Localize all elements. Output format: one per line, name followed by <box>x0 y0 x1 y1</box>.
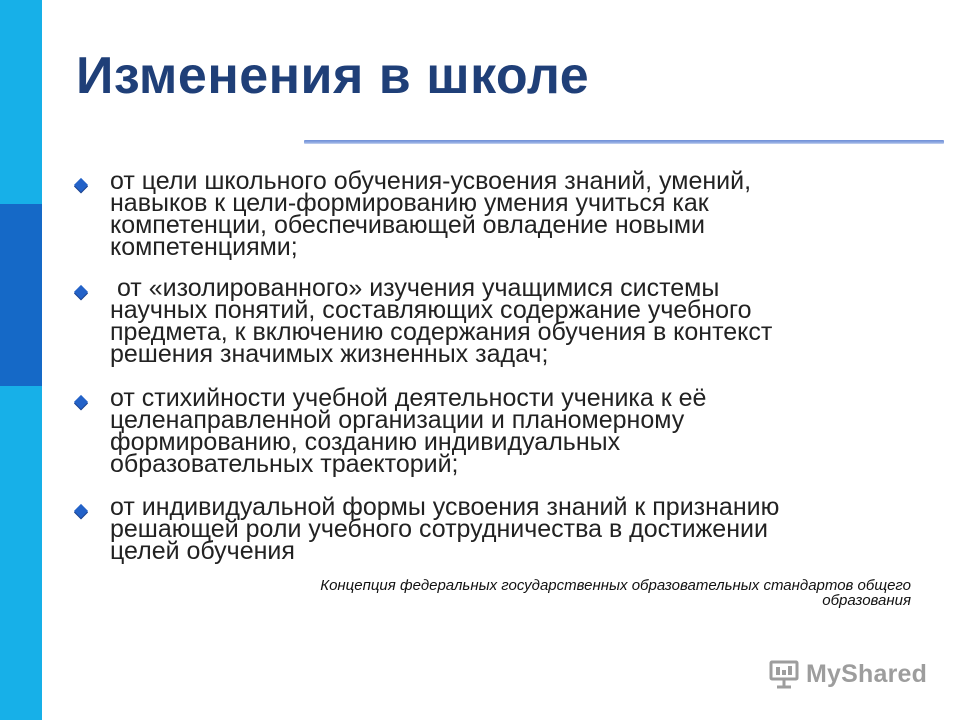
diamond-bullet-icon <box>74 395 88 409</box>
bullet-line: навыков к цели-формированию умения учиться как <box>110 189 709 217</box>
bullet-line: от цели школьного обучения-усвоения знаний, умений, <box>110 167 752 195</box>
bullet-text <box>110 274 773 368</box>
caption-line: Концепция федеральных государственных образовательных стандартов общего <box>320 577 911 594</box>
bullet-line: целей обучения <box>110 537 295 565</box>
bullet-line: от индивидуальной формы усвоения знаний к признанию <box>110 493 780 521</box>
diamond-bullet-icon <box>74 285 88 299</box>
bullet-line: от стихийности учебной деятельности ученика к её <box>110 384 707 412</box>
bullet-line: образовательных траекторий; <box>110 450 459 478</box>
bullet-line: формированию, созданию индивидуальных <box>110 428 621 456</box>
myshared-watermark <box>768 658 927 690</box>
diamond-bullet-icon <box>74 504 88 518</box>
caption-line: образования <box>822 592 911 609</box>
bullet-line: решающей роли учебного сотрудничества в достижении <box>110 515 768 543</box>
slide-title: Изменения в школе <box>76 47 590 105</box>
bullet-line: компетенциями; <box>110 233 298 261</box>
bullet-line: решения значимых жизненных задач; <box>110 340 549 368</box>
bullet-line: компетенции, обеспечивающей овладение новыми <box>110 211 705 239</box>
bullet-line: научных понятий, составляющих содержание учебного <box>110 296 752 324</box>
bullet-line: целенаправленной организации и планомерному <box>110 406 685 434</box>
presentation-board-icon <box>768 659 800 689</box>
bullet-text <box>110 493 780 565</box>
source-caption <box>151 578 911 608</box>
watermark-text: MyShared <box>806 659 928 688</box>
bullet-line: от «изолированного» изучения учащимися системы <box>110 274 720 302</box>
bullet-text <box>110 384 707 478</box>
bullet-text <box>110 167 752 261</box>
bullet-line: предмета, к включению содержания обучения в контекст <box>110 318 773 346</box>
diamond-bullet-icon <box>74 178 88 192</box>
